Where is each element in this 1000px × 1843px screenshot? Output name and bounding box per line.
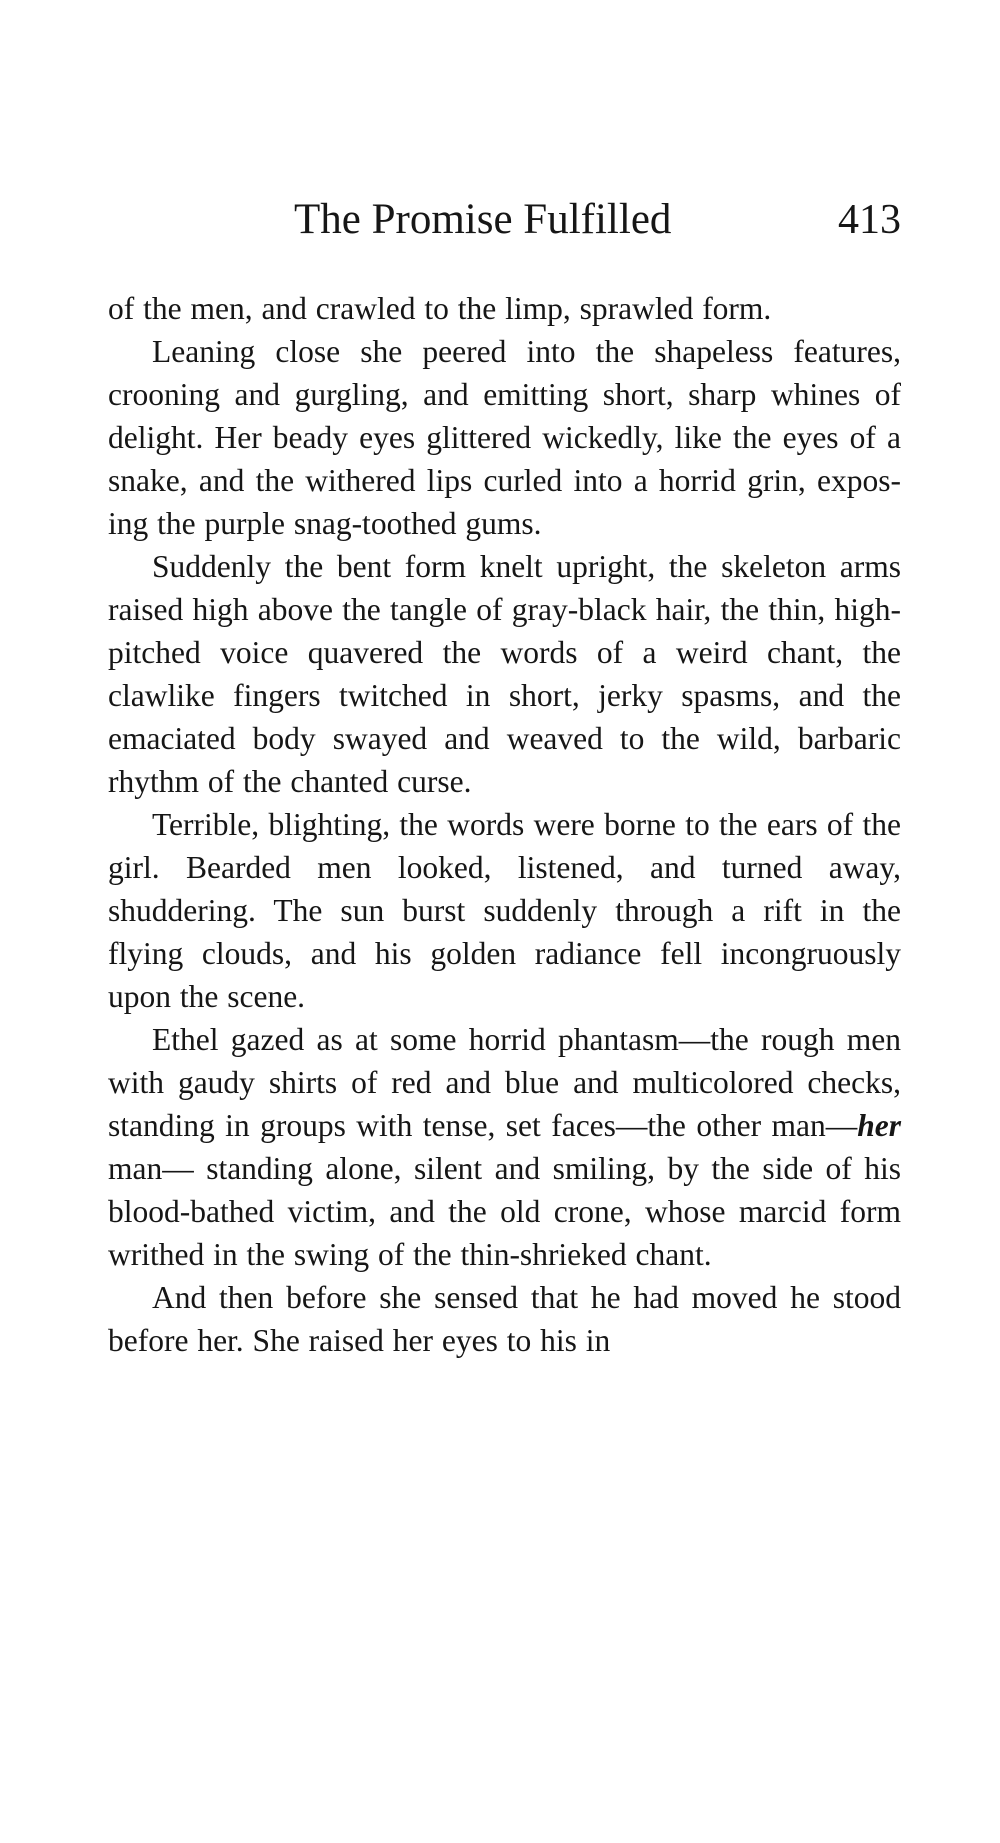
paragraph-5	[108, 1018, 901, 1276]
chapter-title: The Promise Fulfilled	[294, 196, 672, 243]
paragraph-4: Terrible, blighting, the words were borne to the ears of the girl. Bearded men looked, listened, and turned away, shuddering. The sun burst suddenly through a rift in the flying clouds, and his golden radiance fell incongruously upon the scene.	[108, 807, 901, 1014]
paragraph-3: Suddenly the bent form knelt upright, the skeleton arms raised high above the tangle of gray-black hair, the thin, high-pitched voice quavered the words of a weird chant, the clawlike fingers twitched in short, jerky spasms, and the emaciated body swayed and weaved to the wild, barbaric rhythm of the chanted curse.	[108, 549, 901, 799]
paragraph-6: And then before she sensed that he had moved he stood before her. She raised her eyes to his in	[108, 1280, 901, 1358]
paragraph-1: of the men, and crawled to the limp, sprawled form.	[108, 291, 772, 326]
running-head	[108, 192, 901, 248]
emphasized-word: her	[857, 1108, 901, 1143]
paragraph-5-part-1: Ethel gazed as at some horrid phantasm—the rough men with gaudy shirts of red and blue and multicolored checks, standing in groups with tense, set faces—the other man—	[108, 1022, 901, 1143]
paragraph-5-part-2: man— standing alone, silent and smiling, by the side of his blood-bathed victim, and the old crone, whose marcid form writhed in the swing of the thin-shrieked chant.	[108, 1151, 901, 1272]
page-number: 413	[838, 197, 901, 243]
paragraph-2: Leaning close she peered into the shapeless features, crooning and gurgling, and emitting short, sharp whines of delight. Her beady eyes glittered wickedly, like the eyes of a snake, and the withered lips curled into a horrid grin, exposing the purple snag-toothed gums.	[108, 334, 901, 541]
body-text	[108, 287, 901, 1362]
